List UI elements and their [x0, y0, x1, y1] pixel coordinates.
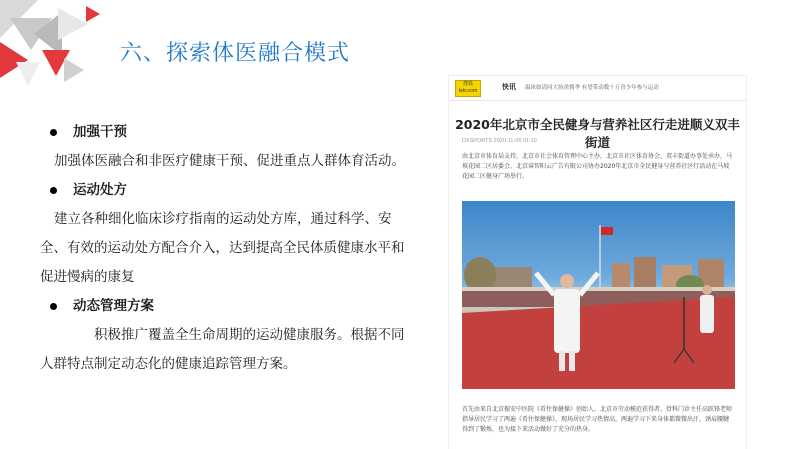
slide-content: [40, 118, 410, 379]
article-title: 2020年北京市全民健身与营养社区行走进顺义双丰街道: [455, 117, 740, 150]
section1-heading: 加强干预: [73, 124, 127, 140]
flash-label: 快讯: [502, 83, 516, 91]
bullet-dot: [50, 187, 57, 194]
section1-text: 加强体医融合和非医疗健康干预、促进重点人群体育活动。: [54, 153, 405, 169]
section2-text: 建立各种细化临床诊疗指南的运动处方库，通过科学、安全、有效的运动处方配合介入，达到提高全民体质健康水平和促进慢病的康复: [40, 211, 405, 285]
event-photo: [462, 201, 735, 389]
flash-text: 温冰如清同大协余佣季 有望带动数十万青少年参与运动: [525, 85, 659, 91]
bullet-heading-1: [40, 118, 410, 147]
slide-title: 六、探索体医融合模式: [120, 41, 351, 66]
corner-decoration: [0, 0, 120, 100]
bullet-heading-3: [40, 292, 410, 321]
bullet-dot: [50, 129, 57, 136]
section3-heading: 动态管理方案: [73, 298, 154, 314]
article-meta: DXSPORTS 2020-11-06 01:10: [462, 138, 537, 144]
section2-heading: 运动处方: [73, 182, 127, 198]
bullet-heading-2: [40, 176, 410, 205]
article-body: 由北京市体育局支持，北京市社会体育管理中心主办，北京市社区体育协会、双丰街道办事处承办，马坡花园二区居委会、北京睿智阳云广告有限公司协办2020年北京市全民健身与营养社区行活动在马坡花园二区健身广场举行。: [462, 153, 733, 180]
article-topbar: [449, 76, 746, 101]
section3-text: 积极推广覆盖全生命周期的运动健康服务。根据不同人群特点制定动态化的健康追踪管理方案。: [40, 327, 405, 372]
article-footer: 首先由来自北京振安中医院《肴往保健操》创始人、北京市劳动模范获得者、骨科门诊主任高跃锋老师指导居民学习了两遍《肴往保健操》，现场居民学习热情高，两遍学习下来身体都微微出汗，颈肩腰腱得到了锻炼，也为接下来活动做好了充分的热身。: [462, 406, 733, 433]
event-photo-illustration: [462, 201, 735, 389]
article-screenshot: [449, 76, 746, 449]
bullet-dot: [50, 303, 57, 310]
site-logo: 搜狐 letv.com: [455, 80, 481, 97]
